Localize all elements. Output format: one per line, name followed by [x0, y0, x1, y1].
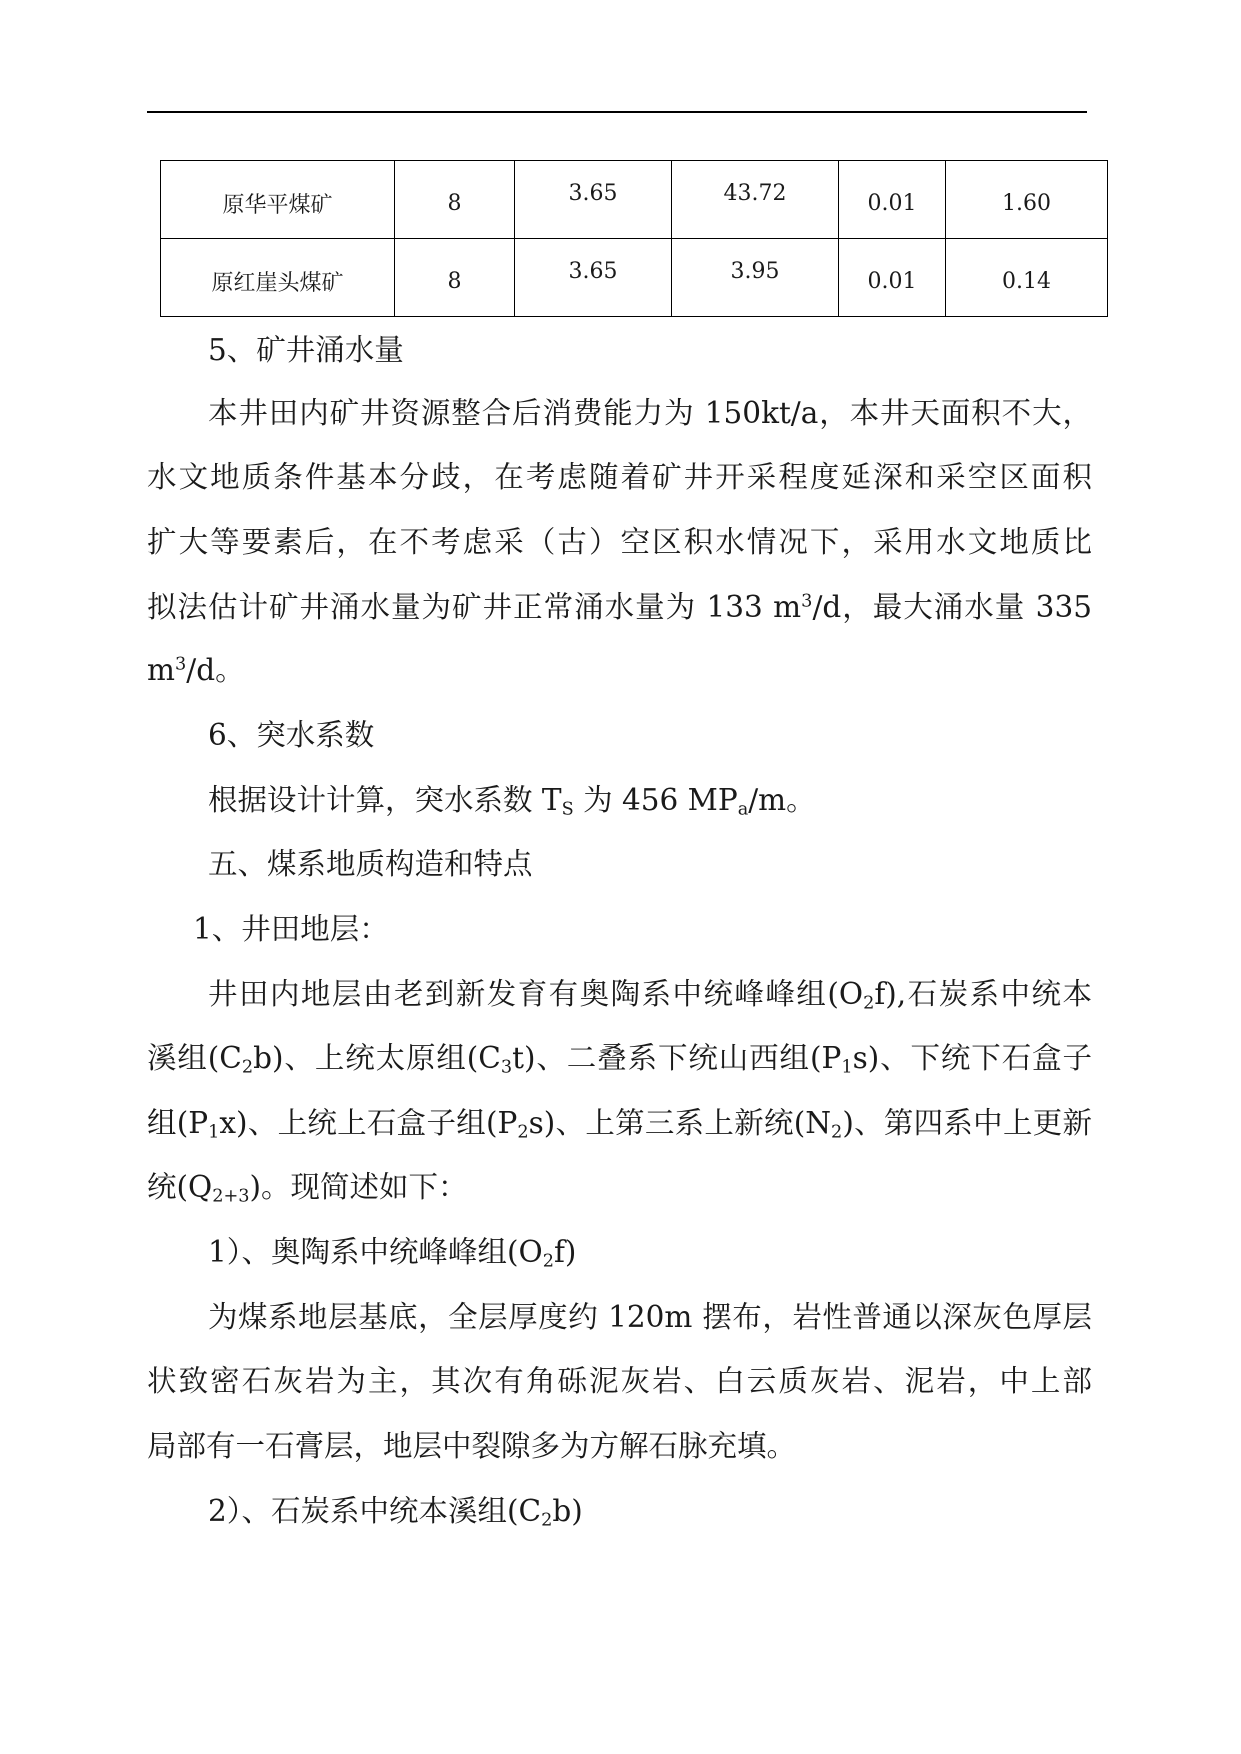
table-cell: 3.95: [672, 239, 839, 317]
paragraph-line: 本井田内矿井资源整合后消费能力为 150kt/a，本井天面积不大，: [208, 396, 1092, 430]
table-cell: 0.01: [839, 161, 946, 239]
paragraph-line: 拟法估计矿井涌水量为矿井正常涌水量为 133 $m^3/d$，最大涌水量 335: [147, 590, 1092, 624]
table-cell: 3.65: [515, 161, 672, 239]
section-heading: 5、矿井涌水量: [208, 333, 404, 367]
paragraph-line: 状致密石灰岩为主，其次有角砾泥灰岩、白云质灰岩、泥岩，中上部: [147, 1364, 1092, 1398]
table-cell: 原红崖头煤矿: [161, 239, 395, 317]
paragraph-line: 统$(Q_{2+3})$。现简述如下：: [147, 1170, 468, 1207]
water-inflow-table: [160, 160, 1108, 317]
paragraph-line: 溪组$(C_2b)$、上统太原组$(C_3t)$、二叠系下统山西组$(P_1s)$、下统下石盒子: [147, 1041, 1092, 1078]
table-row: [161, 239, 1108, 317]
table-cell: 0.14: [946, 239, 1108, 317]
chapter-heading: 五、煤系地质构造和特点: [208, 847, 533, 881]
table-row: [161, 161, 1108, 239]
paragraph-line: 根据设计计算，突水系数 $T_S$ 为 456 $MP_a/m$。: [208, 783, 816, 820]
section-heading: 6、突水系数: [208, 718, 375, 752]
item-heading: 1）、奥陶系中统峰峰组$(O_2f)$: [208, 1235, 577, 1272]
paragraph-line: 井田内地层由老到新发育有奥陶系中统峰峰组$(O_2f)$,石炭系中统本: [208, 977, 1092, 1014]
paragraph-line: 为煤系地层基底，全层厚度约 120m 摆布，岩性普通以深灰色厚层: [208, 1300, 1092, 1334]
table-cell: 原华平煤矿: [161, 161, 395, 239]
paragraph-line: 扩大等要素后，在不考虑采（古）空区积水情况下，采用水文地质比: [147, 525, 1092, 559]
paragraph-line: 水文地质条件基本分歧，在考虑随着矿井开采程度延深和采空区面积: [147, 460, 1092, 494]
paragraph-line: 组$(P_1x)$、上统上石盒子组$(P_2s)$、上第三系上新统$(N_2)$、第四系中上更新: [147, 1106, 1092, 1143]
table-cell: 1.60: [946, 161, 1108, 239]
table-cell: 43.72: [672, 161, 839, 239]
table-cell: 3.65: [515, 239, 672, 317]
table-cell: 8: [395, 239, 515, 317]
table-cell: 8: [395, 161, 515, 239]
table-cell: 0.01: [839, 239, 946, 317]
item-heading: 2）、石炭系中统本溪组$(C_2b)$: [208, 1494, 583, 1531]
header-rule: [147, 111, 1087, 113]
paragraph-line: $m^3/d$。: [147, 653, 245, 687]
subsection-heading: 1、井田地层：: [193, 912, 389, 946]
paragraph-line: 局部有一石膏层，地层中裂隙多为方解石脉充填。: [147, 1429, 797, 1463]
